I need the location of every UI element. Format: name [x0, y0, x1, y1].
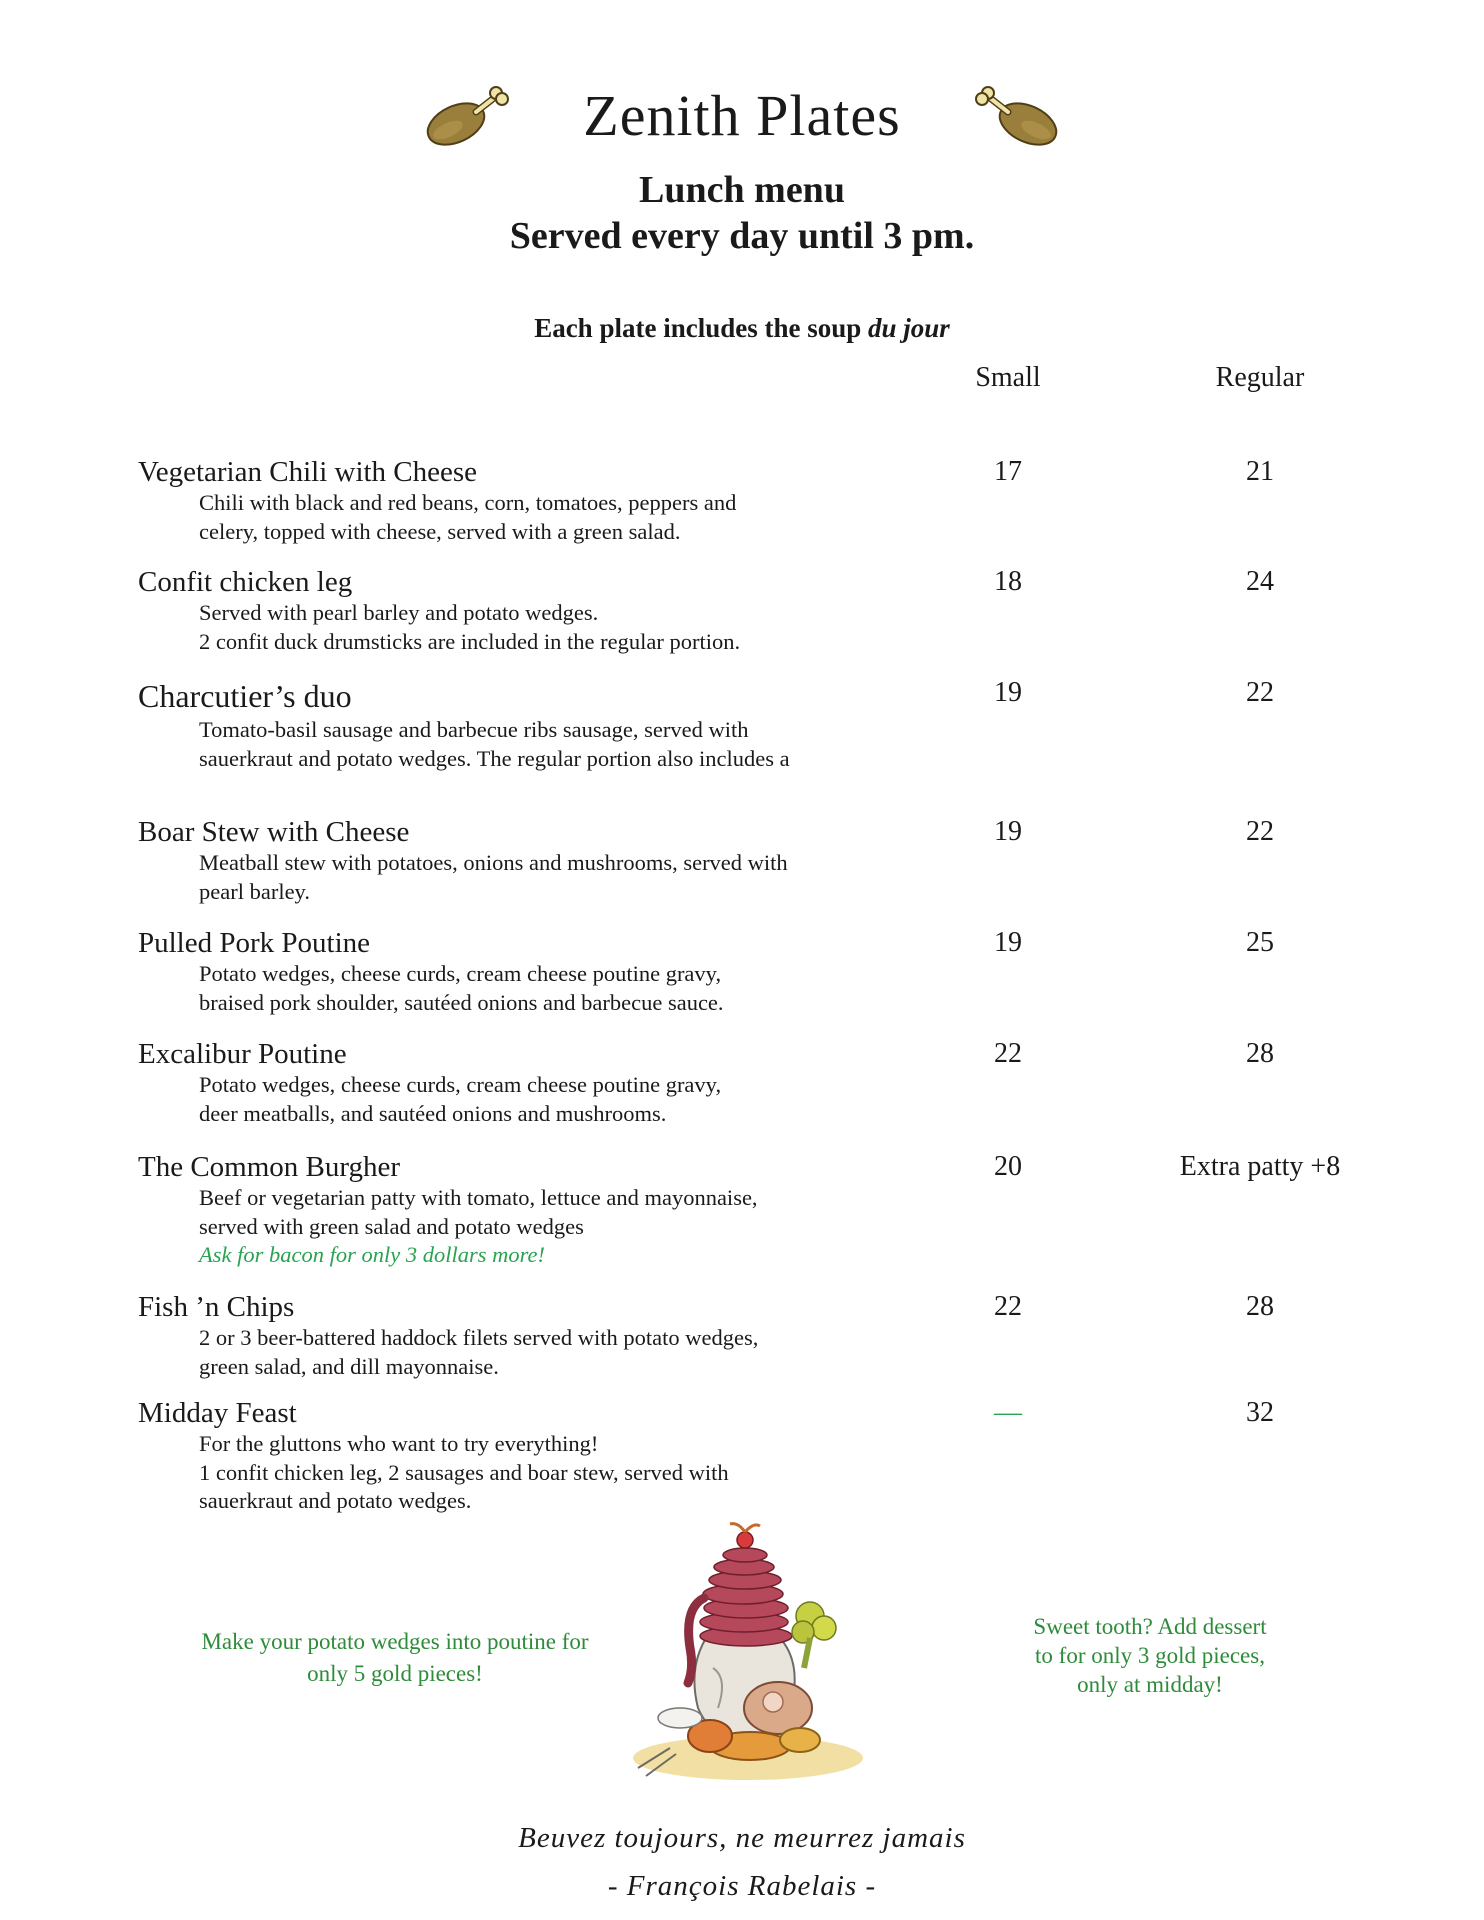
- item-description: [199, 960, 899, 1017]
- item-description-line: pearl barley.: [199, 878, 310, 904]
- service-hours: Served every day until 3 pm.: [509, 215, 975, 257]
- poutine-upgrade-note: [160, 1626, 630, 1690]
- note-line: only at midday!: [1077, 1672, 1223, 1697]
- item-description-line: sauerkraut and potato wedges.: [199, 1488, 472, 1513]
- note-line: only 5 gold pieces!: [307, 1661, 483, 1686]
- item-description-line: green salad, and dill mayonnaise.: [199, 1353, 499, 1379]
- price-small: 19: [994, 927, 1022, 958]
- column-header-small: Small: [975, 362, 1041, 393]
- menu-subtitle: Lunch menu: [639, 169, 845, 211]
- item-description-line: 2 or 3 beer-battered haddock filets served with potato wedges,: [199, 1325, 759, 1350]
- price-regular: 25: [1246, 927, 1274, 958]
- item-name: Confit chicken leg: [138, 566, 353, 598]
- price-regular: 22: [1246, 677, 1274, 708]
- price-regular: 21: [1246, 456, 1274, 487]
- item-description-line: For the gluttons who want to try everything!: [199, 1431, 599, 1456]
- food-still-life-illustration: [618, 1518, 868, 1786]
- menu-item: [138, 926, 1378, 1017]
- price-small: 20: [994, 1151, 1022, 1182]
- item-description: [199, 1324, 899, 1381]
- dessert-note: [1000, 1612, 1300, 1699]
- item-description-line: Meatball stew with potatoes, onions and mushrooms, served with: [199, 850, 788, 875]
- item-description: [199, 1071, 899, 1128]
- item-description-line: Potato wedges, cheese curds, cream cheese poutine gravy,: [199, 961, 722, 986]
- item-description-line: braised pork shoulder, sautéed onions and barbecue sauce.: [199, 989, 724, 1015]
- item-name: Fish ’n Chips: [138, 1291, 295, 1323]
- item-description-line: Beef or vegetarian patty with tomato, lettuce and mayonnaise,: [199, 1185, 758, 1210]
- item-description-line: sauerkraut and potato wedges. The regular portion also includes a: [199, 745, 790, 771]
- menu-item: [138, 1396, 1378, 1516]
- item-name: Excalibur Poutine: [138, 1038, 347, 1070]
- menu-item: [138, 455, 1378, 546]
- item-description-line: 1 confit chicken leg, 2 sausages and boar stew, served with: [199, 1459, 729, 1485]
- column-header-regular: Regular: [1215, 362, 1305, 393]
- note-line: to for only 3 gold pieces,: [1035, 1643, 1265, 1668]
- item-description: [199, 1184, 899, 1270]
- item-description: [199, 489, 899, 546]
- menu-item: [138, 1150, 1378, 1270]
- menu-item: [138, 1290, 1378, 1381]
- item-description-line: deer meatballs, and sautéed onions and mushrooms.: [199, 1100, 667, 1126]
- item-description-line: Chili with black and red beans, corn, tomatoes, peppers and: [199, 490, 737, 515]
- price-small: 19: [994, 677, 1022, 708]
- item-description: [199, 716, 899, 773]
- item-name: Midday Feast: [138, 1397, 297, 1429]
- price-small: 18: [994, 566, 1022, 597]
- price-regular: 32: [1246, 1397, 1274, 1428]
- item-description: [199, 599, 899, 656]
- item-description-line: Potato wedges, cheese curds, cream cheese poutine gravy,: [199, 1072, 722, 1097]
- menu-item: [138, 676, 1378, 773]
- soup-note-text: Each plate includes the soup: [534, 313, 868, 343]
- note-line: Sweet tooth? Add dessert: [1033, 1614, 1267, 1639]
- price-small: 22: [994, 1038, 1022, 1069]
- menu-item: [138, 1037, 1378, 1128]
- price-regular: 24: [1246, 566, 1274, 597]
- item-description: [199, 849, 899, 906]
- item-name: Vegetarian Chili with Cheese: [138, 456, 478, 488]
- price-small: 17: [994, 456, 1022, 487]
- item-description-line: Served with pearl barley and potato wedges.: [199, 600, 599, 625]
- price-regular: 28: [1246, 1038, 1274, 1069]
- menu-item: [138, 565, 1378, 656]
- item-description-line: celery, topped with cheese, served with a green salad.: [199, 518, 681, 544]
- item-name: Pulled Pork Poutine: [138, 927, 371, 959]
- item-name: Charcutier’s duo: [138, 678, 352, 714]
- rabelais-quote: Beuvez toujours, ne meurrez jamais: [518, 1822, 966, 1854]
- bacon-promo: Ask for bacon for only 3 dollars more!: [199, 1242, 546, 1267]
- item-description-line: 2 confit duck drumsticks are included in the regular portion.: [199, 628, 741, 654]
- note-line: Make your potato wedges into poutine for: [201, 1629, 589, 1654]
- price-small: —: [994, 1397, 1022, 1428]
- item-name: Boar Stew with Cheese: [138, 816, 410, 848]
- item-description-line: Tomato-basil sausage and barbecue ribs sausage, served with: [199, 717, 749, 742]
- soup-note-emphasis: du jour: [868, 313, 950, 343]
- item-description: [199, 1430, 899, 1516]
- price-regular: Extra patty +8: [1179, 1151, 1341, 1182]
- price-small: 22: [994, 1291, 1022, 1322]
- item-name: The Common Burgher: [138, 1151, 401, 1183]
- quote-author: - François Rabelais -: [607, 1870, 877, 1902]
- price-regular: 22: [1246, 816, 1274, 847]
- page-title: Zenith Plates: [583, 83, 901, 148]
- price-regular: 28: [1246, 1291, 1274, 1322]
- menu-item: [138, 815, 1378, 906]
- item-description-line: served with green salad and potato wedges: [199, 1213, 584, 1239]
- soup-note: [0, 313, 1484, 344]
- price-small: 19: [994, 816, 1022, 847]
